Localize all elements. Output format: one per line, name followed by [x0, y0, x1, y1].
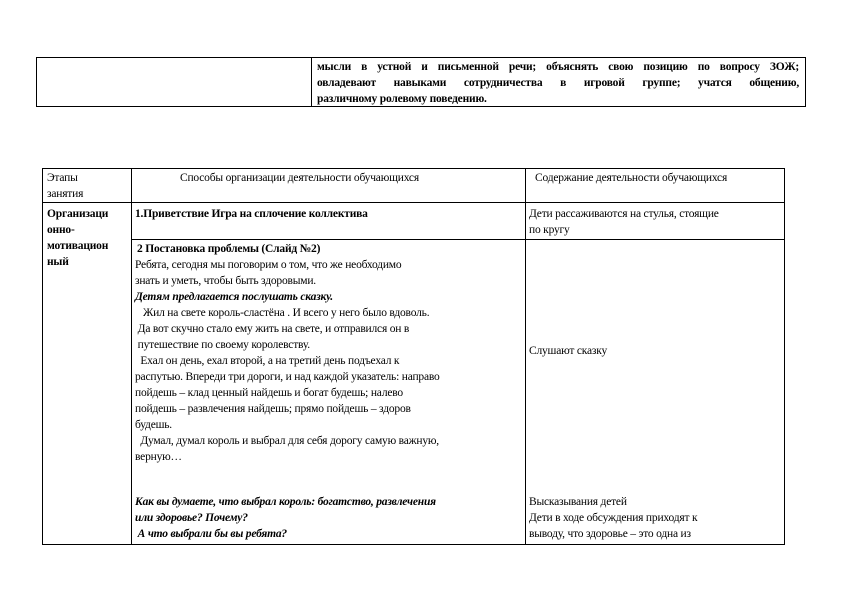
discussion-content: Дети в ходе обсуждения приходят к	[529, 512, 698, 524]
story-line: Думал, думал король и выбрал для себя дорогу самую важную,	[135, 435, 439, 447]
story-line: знать и уметь, чтобы быть здоровыми.	[135, 275, 316, 287]
question-line: или здоровье? Почему?	[135, 512, 248, 524]
top-table	[36, 57, 806, 107]
story-line: будешь.	[135, 419, 172, 431]
header-stages-2: занятия	[47, 188, 84, 200]
story-line: пойдешь – развлечения найдешь; прямо пойдешь – здоров	[135, 403, 411, 415]
problem-title: 2 Постановка проблемы (Слайд №2)	[137, 243, 321, 255]
discussion-content: выводу, что здоровье – это одна из	[529, 528, 691, 540]
story-line: Жил на свете король-сластёна . И всего у него было вдоволь.	[135, 307, 430, 319]
greeting-content: Дети рассаживаются на стулья, стоящие	[529, 208, 719, 220]
story-instruction: Детям предлагается послушать сказку.	[135, 291, 333, 303]
text-line: овладевают навыками сотрудничества в игровой группе; учатся общению,	[317, 77, 799, 89]
greeting-method: 1.Приветствие Игра на сплочение коллектива	[135, 208, 368, 220]
header-methods: Способы организации деятельности обучающихся	[180, 172, 419, 184]
column-divider	[131, 169, 132, 544]
story-line: верную…	[135, 451, 182, 463]
column-divider	[525, 169, 526, 544]
story-line: путешествие по своему королевству.	[135, 339, 310, 351]
header-stages: Этапы	[47, 172, 78, 184]
story-line: пойдешь – клад ценный найдешь и богат будешь; налево	[135, 387, 403, 399]
story-line: распутью. Впереди три дороги, и над каждой указатель: направо	[135, 371, 440, 383]
stage-name: онно-	[47, 224, 75, 236]
question-line: Как вы думаете, что выбрал король: богатство, развлечения	[135, 496, 436, 508]
stage-name: мотивацион	[47, 240, 109, 252]
text-line: различному ролевому поведению.	[317, 93, 487, 105]
row-divider	[131, 239, 784, 240]
competencies-cell	[317, 59, 799, 107]
story-line: Ребята, сегодня мы поговорим о том, что же необходимо	[135, 259, 402, 271]
listen-content: Слушают сказку	[529, 345, 607, 357]
row-divider	[43, 202, 784, 203]
story-line: Да вот скучно стало ему жить на свете, и отправился он в	[135, 323, 410, 335]
stage-name: ный	[47, 256, 69, 268]
greeting-content: по кругу	[529, 224, 570, 236]
lesson-table	[42, 168, 785, 545]
column-divider	[311, 58, 312, 106]
header-content: Содержание деятельности обучающихся	[535, 172, 728, 184]
text-line: мысли в устной и письменной речи; объяснять свою позицию по вопросу ЗОЖ;	[317, 61, 799, 73]
discussion-content: Высказывания детей	[529, 496, 627, 508]
question-line: А что выбрали бы вы ребята?	[135, 528, 287, 540]
stage-name: Организаци	[47, 208, 109, 220]
story-line: Ехал он день, ехал второй, а на третий день подъехал к	[135, 355, 400, 367]
